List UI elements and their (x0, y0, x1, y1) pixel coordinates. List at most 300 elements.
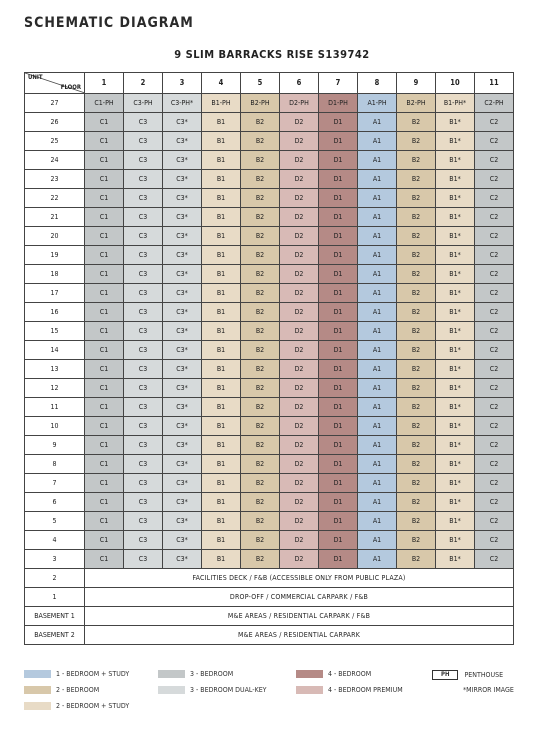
legend-item-penthouse (432, 670, 503, 680)
unit-cell: A1 (358, 303, 397, 322)
penthouse-tag: PH (432, 670, 458, 680)
unit-cell: B1* (436, 341, 475, 360)
floor-label: 22 (25, 189, 85, 208)
unit-cell: A1 (358, 531, 397, 550)
unit-cell: C1 (85, 151, 124, 170)
legend-item-4-bedroom (296, 670, 371, 678)
unit-cell: C3* (163, 436, 202, 455)
unit-cell: B2 (397, 132, 436, 151)
unit-cell: B1 (202, 170, 241, 189)
unit-cell: B2 (241, 436, 280, 455)
unit-cell: D2 (280, 189, 319, 208)
unit-cell: C1 (85, 550, 124, 569)
unit-cell: B2 (397, 436, 436, 455)
unit-cell: B1* (436, 227, 475, 246)
unit-header: 4 (202, 73, 241, 94)
unit-cell: B2 (241, 341, 280, 360)
unit-cell: C3* (163, 550, 202, 569)
unit-cell: C2 (475, 227, 514, 246)
unit-cell: B2 (397, 284, 436, 303)
unit-cell: C3* (163, 474, 202, 493)
unit-cell: D1 (319, 322, 358, 341)
unit-cell: C3* (163, 113, 202, 132)
unit-cell: C3* (163, 398, 202, 417)
floor-row (25, 132, 514, 151)
unit-cell: C2 (475, 531, 514, 550)
unit-cell: B1 (202, 227, 241, 246)
unit-cell: B2 (241, 360, 280, 379)
unit-header: 5 (241, 73, 280, 94)
unit-cell: C2 (475, 398, 514, 417)
legend-item-2-bedroom (24, 686, 99, 694)
unit-header: 3 (163, 73, 202, 94)
unit-cell: D1 (319, 170, 358, 189)
unit-cell: C1 (85, 132, 124, 151)
unit-cell: B2 (241, 208, 280, 227)
floor-label: 9 (25, 436, 85, 455)
unit-cell: C1 (85, 208, 124, 227)
unit-cell: A1 (358, 550, 397, 569)
unit-cell: B2 (241, 113, 280, 132)
unit-cell: C3 (124, 436, 163, 455)
unit-cell: D2 (280, 417, 319, 436)
floor-row (25, 284, 514, 303)
unit-cell: C3 (124, 550, 163, 569)
unit-cell: C2 (475, 132, 514, 151)
unit-cell: D1 (319, 493, 358, 512)
unit-cell: C2 (475, 265, 514, 284)
unit-cell: C3 (124, 531, 163, 550)
unit-cell: C3 (124, 208, 163, 227)
unit-cell: D1 (319, 208, 358, 227)
unit-cell: C1 (85, 341, 124, 360)
unit-cell: C2 (475, 284, 514, 303)
unit-cell: B1 (202, 265, 241, 284)
unit-cell: B1* (436, 436, 475, 455)
unit-cell: B1 (202, 512, 241, 531)
unit-cell: A1 (358, 436, 397, 455)
unit-cell: D2 (280, 398, 319, 417)
unit-cell: D2 (280, 113, 319, 132)
unit-cell: A1 (358, 208, 397, 227)
unit-cell: C1-PH (85, 94, 124, 113)
floor-label: FLOOR (60, 84, 81, 91)
unit-cell: B1 (202, 246, 241, 265)
unit-cell: D1 (319, 379, 358, 398)
unit-cell: C3* (163, 322, 202, 341)
legend-swatch (24, 686, 51, 694)
unit-cell: B1* (436, 550, 475, 569)
floor-label: 25 (25, 132, 85, 151)
unit-cell: C2 (475, 246, 514, 265)
unit-cell: C1 (85, 417, 124, 436)
unit-cell: B1 (202, 208, 241, 227)
unit-cell: C3* (163, 512, 202, 531)
unit-cell: C3-PH* (163, 94, 202, 113)
unit-cell: C2 (475, 474, 514, 493)
unit-cell: D2 (280, 227, 319, 246)
unit-cell: B2 (241, 151, 280, 170)
unit-cell: D2 (280, 284, 319, 303)
unit-cell: B1* (436, 360, 475, 379)
unit-cell: B2 (241, 132, 280, 151)
page-title: SCHEMATIC DIAGRAM (24, 15, 194, 31)
unit-cell: D1 (319, 284, 358, 303)
unit-cell: C3-PH (124, 94, 163, 113)
floor-label: 13 (25, 360, 85, 379)
unit-cell: D1 (319, 227, 358, 246)
unit-cell: B2-PH (241, 94, 280, 113)
floor-label: 27 (25, 94, 85, 113)
floor-row (25, 170, 514, 189)
unit-cell: A1 (358, 265, 397, 284)
unit-cell: B1* (436, 398, 475, 417)
unit-cell: C3 (124, 284, 163, 303)
unit-cell: C1 (85, 512, 124, 531)
unit-cell: D1 (319, 113, 358, 132)
unit-cell: B1* (436, 113, 475, 132)
unit-cell: D2 (280, 474, 319, 493)
legend-item-3-bedroom-dual-key (158, 686, 267, 694)
floor-label: 21 (25, 208, 85, 227)
level-label: BASEMENT 2 (25, 626, 85, 645)
unit-cell: D2 (280, 512, 319, 531)
floor-label: 19 (25, 246, 85, 265)
unit-cell: C3* (163, 493, 202, 512)
unit-cell: D1 (319, 246, 358, 265)
unit-cell: C3 (124, 341, 163, 360)
floor-row (25, 246, 514, 265)
unit-cell: B1 (202, 436, 241, 455)
unit-cell: C3* (163, 189, 202, 208)
unit-cell: B2 (397, 113, 436, 132)
unit-cell: C3* (163, 341, 202, 360)
unit-cell: D1 (319, 360, 358, 379)
unit-cell: C3 (124, 417, 163, 436)
floor-label: 6 (25, 493, 85, 512)
legend-item-1-bedroom-study (24, 670, 129, 678)
unit-cell: B2 (397, 341, 436, 360)
unit-cell: B2 (241, 512, 280, 531)
level-description: M&E AREAS / RESIDENTIAL CARPARK / F&B (85, 607, 514, 626)
unit-cell: D2 (280, 455, 319, 474)
unit-cell: D1 (319, 436, 358, 455)
unit-cell: B2 (397, 227, 436, 246)
unit-cell: D2 (280, 246, 319, 265)
unit-cell: C2 (475, 341, 514, 360)
legend-label: 3 - BEDROOM DUAL-KEY (190, 686, 267, 694)
lower-level-row (25, 569, 514, 588)
unit-cell: D1 (319, 189, 358, 208)
unit-cell: C2 (475, 493, 514, 512)
unit-header: 2 (124, 73, 163, 94)
legend-item-3-bedroom (158, 670, 233, 678)
unit-cell: B1* (436, 265, 475, 284)
floor-row (25, 303, 514, 322)
unit-cell: A1 (358, 455, 397, 474)
floor-label: 7 (25, 474, 85, 493)
unit-cell: C1 (85, 303, 124, 322)
unit-cell: B1* (436, 417, 475, 436)
unit-cell: C2 (475, 379, 514, 398)
unit-cell: B2 (397, 246, 436, 265)
floor-row (25, 417, 514, 436)
unit-cell: C3* (163, 531, 202, 550)
unit-header: 10 (436, 73, 475, 94)
unit-cell: B2 (397, 512, 436, 531)
unit-cell: D1 (319, 474, 358, 493)
unit-cell: D2 (280, 303, 319, 322)
unit-cell: D1 (319, 265, 358, 284)
unit-cell: D1 (319, 132, 358, 151)
unit-cell: D1 (319, 151, 358, 170)
unit-cell: B2-PH (397, 94, 436, 113)
unit-cell: B1 (202, 113, 241, 132)
unit-cell: B1* (436, 208, 475, 227)
unit-cell: D2 (280, 170, 319, 189)
legend-item-mirror-image (463, 686, 514, 694)
unit-cell: C3 (124, 474, 163, 493)
unit-cell: C1 (85, 322, 124, 341)
legend-label: 4 - BEDROOM (328, 670, 372, 678)
unit-cell: C3 (124, 360, 163, 379)
unit-cell: C3 (124, 151, 163, 170)
unit-cell: B2 (241, 189, 280, 208)
lower-level-row (25, 626, 514, 645)
unit-cell: B2 (241, 493, 280, 512)
unit-cell: C2 (475, 189, 514, 208)
unit-cell: C3 (124, 493, 163, 512)
legend-label: 4 - BEDROOM PREMIUM (328, 686, 403, 694)
unit-cell: C3* (163, 151, 202, 170)
unit-cell: B1* (436, 170, 475, 189)
unit-cell: D2 (280, 341, 319, 360)
unit-cell: C1 (85, 246, 124, 265)
unit-cell: A1 (358, 246, 397, 265)
floor-row (25, 208, 514, 227)
floor-row (25, 531, 514, 550)
floor-row (25, 436, 514, 455)
unit-cell: D2 (280, 436, 319, 455)
level-description: M&E AREAS / RESIDENTIAL CARPARK (85, 626, 514, 645)
unit-cell: C3* (163, 265, 202, 284)
unit-header: 1 (85, 73, 124, 94)
unit-cell: C3* (163, 360, 202, 379)
unit-cell: A1 (358, 512, 397, 531)
unit-cell: D2 (280, 151, 319, 170)
unit-cell: C3* (163, 208, 202, 227)
unit-cell: C3 (124, 246, 163, 265)
unit-floor-corner (25, 73, 85, 94)
legend-swatch (24, 670, 51, 678)
unit-cell: B1 (202, 151, 241, 170)
unit-cell: B1* (436, 531, 475, 550)
project-address: 9 SLIM BARRACKS RISE S139742 (174, 48, 370, 61)
unit-cell: C2 (475, 512, 514, 531)
floor-label: 14 (25, 341, 85, 360)
floor-row (25, 341, 514, 360)
unit-cell: B2 (241, 246, 280, 265)
floor-label: 26 (25, 113, 85, 132)
floor-row (25, 474, 514, 493)
floor-label: 12 (25, 379, 85, 398)
unit-cell: A1-PH (358, 94, 397, 113)
unit-cell: C3 (124, 170, 163, 189)
unit-cell: B2 (241, 170, 280, 189)
unit-cell: D1-PH (319, 94, 358, 113)
floor-label: 18 (25, 265, 85, 284)
unit-cell: A1 (358, 398, 397, 417)
unit-cell: C1 (85, 227, 124, 246)
header-row (25, 73, 514, 94)
unit-cell: B2 (397, 550, 436, 569)
unit-cell: B1* (436, 151, 475, 170)
unit-cell: D2 (280, 493, 319, 512)
unit-cell: B1 (202, 284, 241, 303)
floor-label: 3 (25, 550, 85, 569)
unit-cell: C3 (124, 113, 163, 132)
legend-swatch (24, 702, 51, 710)
unit-cell: B2 (397, 265, 436, 284)
unit-cell: B2 (397, 455, 436, 474)
floor-label: 17 (25, 284, 85, 303)
unit-cell: A1 (358, 132, 397, 151)
unit-cell: D1 (319, 531, 358, 550)
floor-label: 15 (25, 322, 85, 341)
unit-cell: B2 (397, 379, 436, 398)
lower-level-row (25, 607, 514, 626)
unit-cell: C2 (475, 208, 514, 227)
unit-cell: B1 (202, 398, 241, 417)
unit-cell: B2 (241, 550, 280, 569)
floor-row (25, 322, 514, 341)
unit-cell: B1* (436, 512, 475, 531)
legend-label: 2 - BEDROOM + STUDY (56, 702, 130, 710)
unit-cell: C2 (475, 360, 514, 379)
unit-cell: B2 (241, 303, 280, 322)
floor-label: 8 (25, 455, 85, 474)
unit-cell: C1 (85, 265, 124, 284)
unit-cell: B2 (397, 303, 436, 322)
floor-label: 23 (25, 170, 85, 189)
unit-cell: B1 (202, 531, 241, 550)
unit-cell: C2-PH (475, 94, 514, 113)
floor-row-penthouse (25, 94, 514, 113)
floor-label: 5 (25, 512, 85, 531)
unit-cell: C1 (85, 379, 124, 398)
unit-cell: A1 (358, 379, 397, 398)
unit-cell: C1 (85, 493, 124, 512)
unit-cell: D2 (280, 132, 319, 151)
unit-cell: B2 (397, 493, 436, 512)
unit-cell: B2 (397, 189, 436, 208)
floor-label: 20 (25, 227, 85, 246)
unit-cell: B1* (436, 132, 475, 151)
unit-header: 11 (475, 73, 514, 94)
floor-row (25, 189, 514, 208)
unit-cell: B2 (397, 398, 436, 417)
unit-header: 9 (397, 73, 436, 94)
unit-cell: B2 (241, 284, 280, 303)
level-label: 2 (25, 569, 85, 588)
unit-cell: B2 (397, 151, 436, 170)
unit-label: UNIT (28, 74, 43, 81)
unit-cell: C2 (475, 322, 514, 341)
unit-cell: B2 (241, 455, 280, 474)
unit-cell: D2 (280, 379, 319, 398)
unit-cell: B2 (397, 531, 436, 550)
unit-cell: B1-PH (202, 94, 241, 113)
unit-cell: D1 (319, 417, 358, 436)
unit-cell: B2 (241, 417, 280, 436)
unit-cell: A1 (358, 341, 397, 360)
floor-row (25, 265, 514, 284)
unit-cell: C2 (475, 303, 514, 322)
floor-label: 10 (25, 417, 85, 436)
unit-cell: B2 (397, 417, 436, 436)
unit-cell: B1 (202, 322, 241, 341)
schematic-table (24, 72, 514, 645)
unit-cell: B2 (241, 322, 280, 341)
legend-item-4-bedroom-premium (296, 686, 403, 694)
unit-cell: C3* (163, 132, 202, 151)
unit-cell: A1 (358, 227, 397, 246)
unit-cell: B2 (397, 322, 436, 341)
unit-cell: B1* (436, 322, 475, 341)
unit-cell: C3 (124, 455, 163, 474)
floor-row (25, 227, 514, 246)
unit-cell: B2 (397, 170, 436, 189)
unit-cell: B1 (202, 455, 241, 474)
unit-cell: A1 (358, 360, 397, 379)
unit-cell: B1 (202, 303, 241, 322)
floor-row (25, 360, 514, 379)
unit-cell: C2 (475, 151, 514, 170)
unit-cell: C3 (124, 512, 163, 531)
unit-cell: A1 (358, 493, 397, 512)
unit-cell: C1 (85, 113, 124, 132)
unit-cell: A1 (358, 322, 397, 341)
unit-cell: B1 (202, 360, 241, 379)
unit-cell: B1* (436, 493, 475, 512)
legend-swatch (296, 670, 323, 678)
unit-cell: D1 (319, 455, 358, 474)
unit-cell: C3* (163, 170, 202, 189)
unit-header: 8 (358, 73, 397, 94)
unit-cell: C1 (85, 474, 124, 493)
unit-cell: A1 (358, 417, 397, 436)
level-label: BASEMENT 1 (25, 607, 85, 626)
unit-cell: A1 (358, 170, 397, 189)
legend-label: 2 - BEDROOM (56, 686, 100, 694)
unit-cell: C1 (85, 189, 124, 208)
unit-cell: C3 (124, 398, 163, 417)
unit-cell: C3 (124, 227, 163, 246)
unit-cell: C3* (163, 284, 202, 303)
unit-cell: C3* (163, 227, 202, 246)
floor-row (25, 493, 514, 512)
unit-cell: C3 (124, 132, 163, 151)
unit-cell: B1* (436, 455, 475, 474)
unit-cell: B1* (436, 303, 475, 322)
unit-cell: A1 (358, 113, 397, 132)
legend-item-2-bedroom-study (24, 702, 129, 710)
unit-cell: B1* (436, 189, 475, 208)
legend-label: 1 - BEDROOM + STUDY (56, 670, 130, 678)
unit-cell: B2 (397, 208, 436, 227)
floor-row (25, 398, 514, 417)
unit-cell: B1 (202, 341, 241, 360)
